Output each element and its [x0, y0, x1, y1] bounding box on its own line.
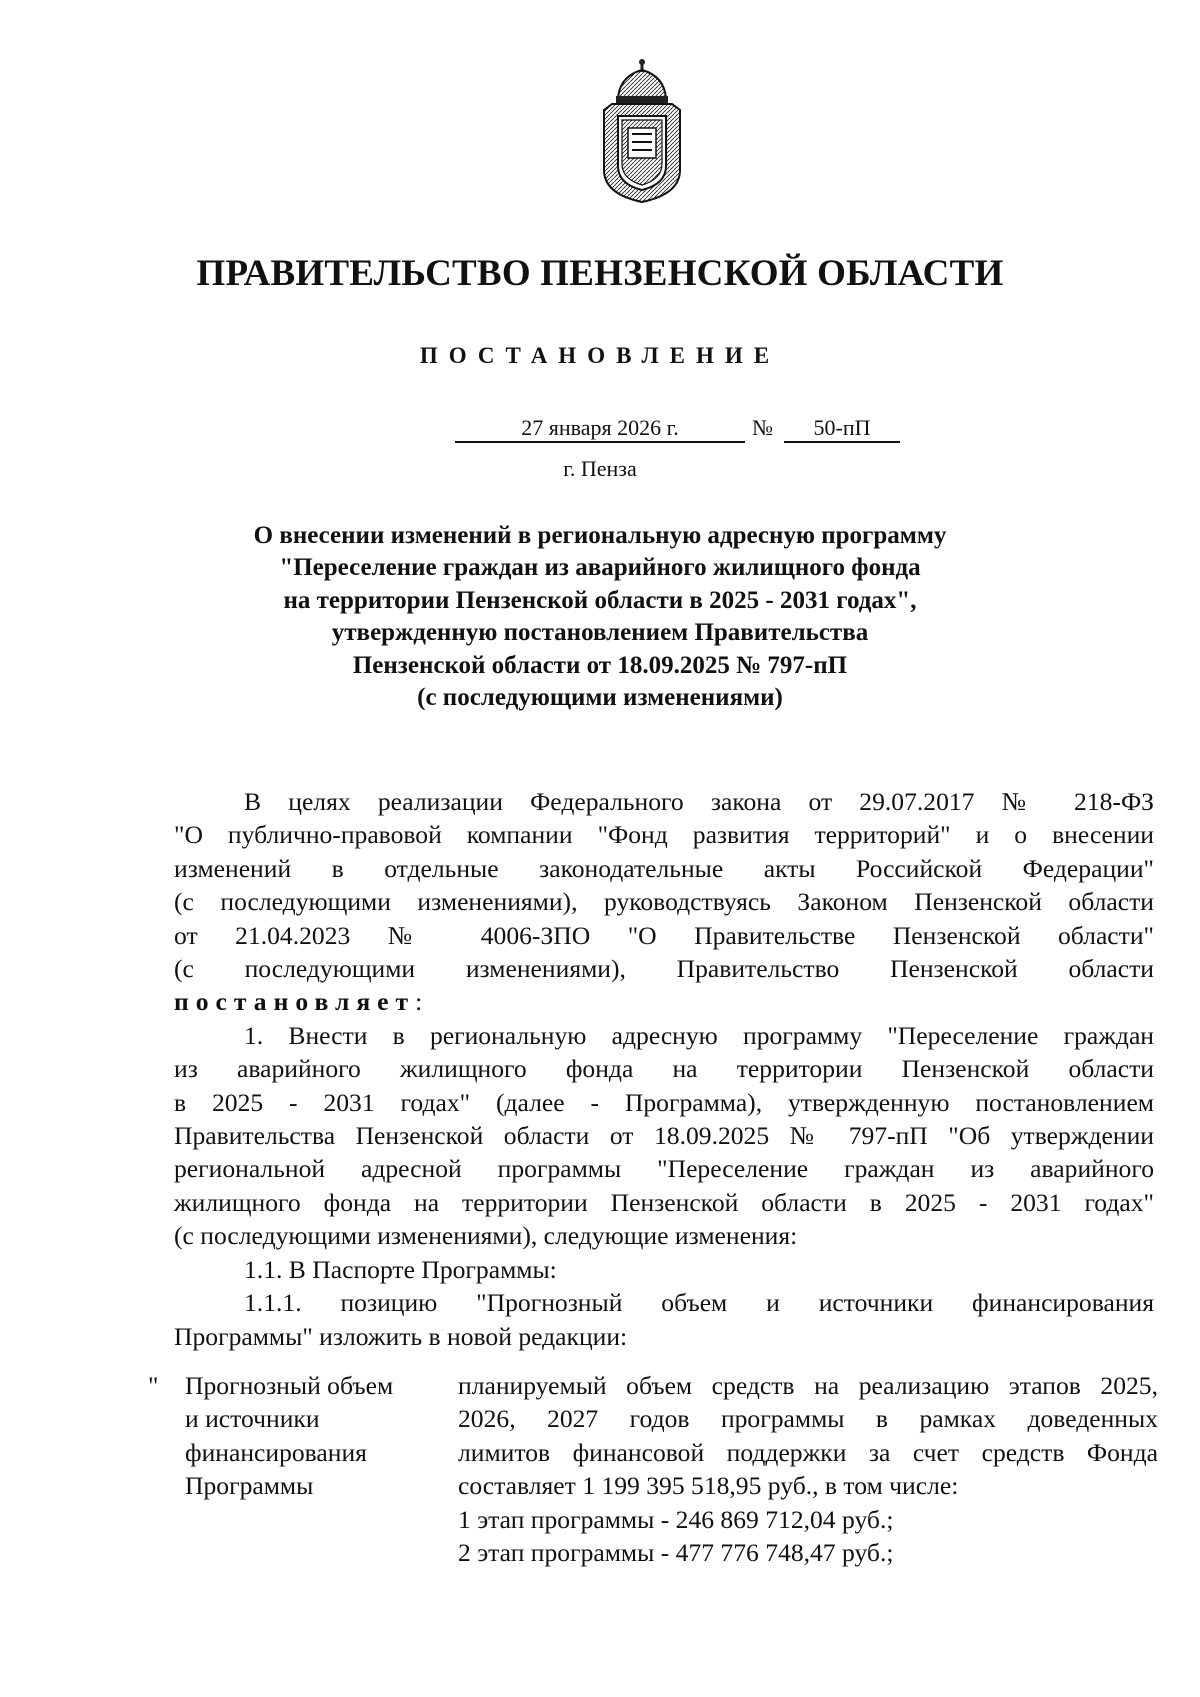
position-value-line: планируемый объем средств на реализацию этапов 2025, [458, 1371, 1158, 1400]
item1-line: в 2025 - 2031 годах" (далее - Программа), утвержденную постановлением [174, 1087, 1154, 1117]
subject-line: "Переселение граждан из аварийного жилищного фонда [279, 554, 921, 582]
position-name-line: финансирования [185, 1437, 367, 1467]
decree-body [174, 785, 1154, 1353]
item1-line: жилищного фонда на территории Пензенской области в 2025 - 2031 годах" [174, 1187, 1154, 1217]
decrees-word: постановляет [174, 987, 416, 1017]
preamble-line: В целях реализации Федерального закона от 29.07.2017 № 218-ФЗ [244, 787, 1154, 816]
preamble-line: (с последующими изменениями), руководствуясь Законом Пензенской области [174, 887, 1154, 917]
subject-line: Пензенской области от 18.09.2025 № 797-пП [352, 651, 848, 679]
decree-number: 50-пП [784, 415, 900, 443]
subject-line: на территории Пензенской области в 2025 - 2031 годах", [283, 586, 917, 614]
decree-date: 27 января 2026 г. [455, 415, 745, 443]
preamble-line: изменений в отдельные законодательные акты Российской Федерации" [174, 853, 1154, 883]
preamble-line: (с последующими изменениями), Правительство Пензенской области [174, 954, 1154, 984]
passport-position-value [458, 1369, 1158, 1569]
item-1-1-1-line: 1.1.1. позицию "Прогнозный объем и источники финансирования [244, 1288, 1154, 1318]
item1-line: 1. Внести в региональную адресную программу "Переселение граждан [244, 1020, 1154, 1050]
decrees-colon: : [415, 987, 423, 1017]
item1-line: региональной адресной программы "Переселение граждан из аварийного [174, 1154, 1154, 1184]
item1-line: Правительства Пензенской области от 18.09.2025 № 797-пП "Об утверждении [174, 1121, 1154, 1151]
document-type: ПОСТАНОВЛЕНИЕ [419, 343, 781, 368]
item-1-1-1-line: Программы" изложить в новой редакции: [174, 1321, 628, 1351]
position-name-line: Программы [185, 1471, 314, 1501]
position-value-line: 1 этап программы - 246 869 712,04 руб.; [458, 1504, 894, 1534]
decree-subject [170, 520, 1030, 714]
subject-line: (с последующими изменениями) [417, 684, 783, 712]
preamble-line: "О публично-правовой компании "Фонд развития территорий" и о внесении [174, 820, 1154, 850]
government-title: ПРАВИТЕЛЬСТВО ПЕНЗЕНСКОЙ ОБЛАСТИ [196, 253, 1004, 294]
position-value-line: составляет 1 199 395 518,95 руб., в том числе: [458, 1471, 959, 1501]
decrees-line [174, 985, 1154, 1018]
item1-line: из аварийного жилищного фонда на территории Пензенской области [174, 1054, 1154, 1084]
position-name-line: и источники [185, 1404, 320, 1434]
preamble-line: от 21.04.2023 № 4006-ЗПО "О Правительстве Пензенской области" [174, 920, 1154, 950]
city-name: г. Пенза [563, 456, 637, 481]
subject-line: О внесении изменений в региональную адресную программу [253, 522, 947, 549]
coat-of-arms-icon [598, 58, 686, 204]
subject-line: утвержденную постановлением Правительства [331, 619, 869, 647]
position-value-line: лимитов финансовой поддержки за счет средств Фонда [458, 1437, 1158, 1467]
number-sign: № [752, 415, 773, 440]
item1-line: (с последующими изменениями), следующие изменения: [174, 1221, 798, 1251]
opening-quote: " [148, 1371, 159, 1400]
position-name-line: Прогнозный объем [185, 1371, 394, 1400]
position-value-line: 2 этап программы - 477 776 748,47 руб.; [458, 1538, 894, 1568]
item-1-1: 1.1. В Паспорте Программы: [244, 1254, 557, 1284]
position-value-line: 2026, 2027 годов программы в рамках доведенных [458, 1404, 1158, 1434]
passport-position-name [185, 1369, 425, 1503]
